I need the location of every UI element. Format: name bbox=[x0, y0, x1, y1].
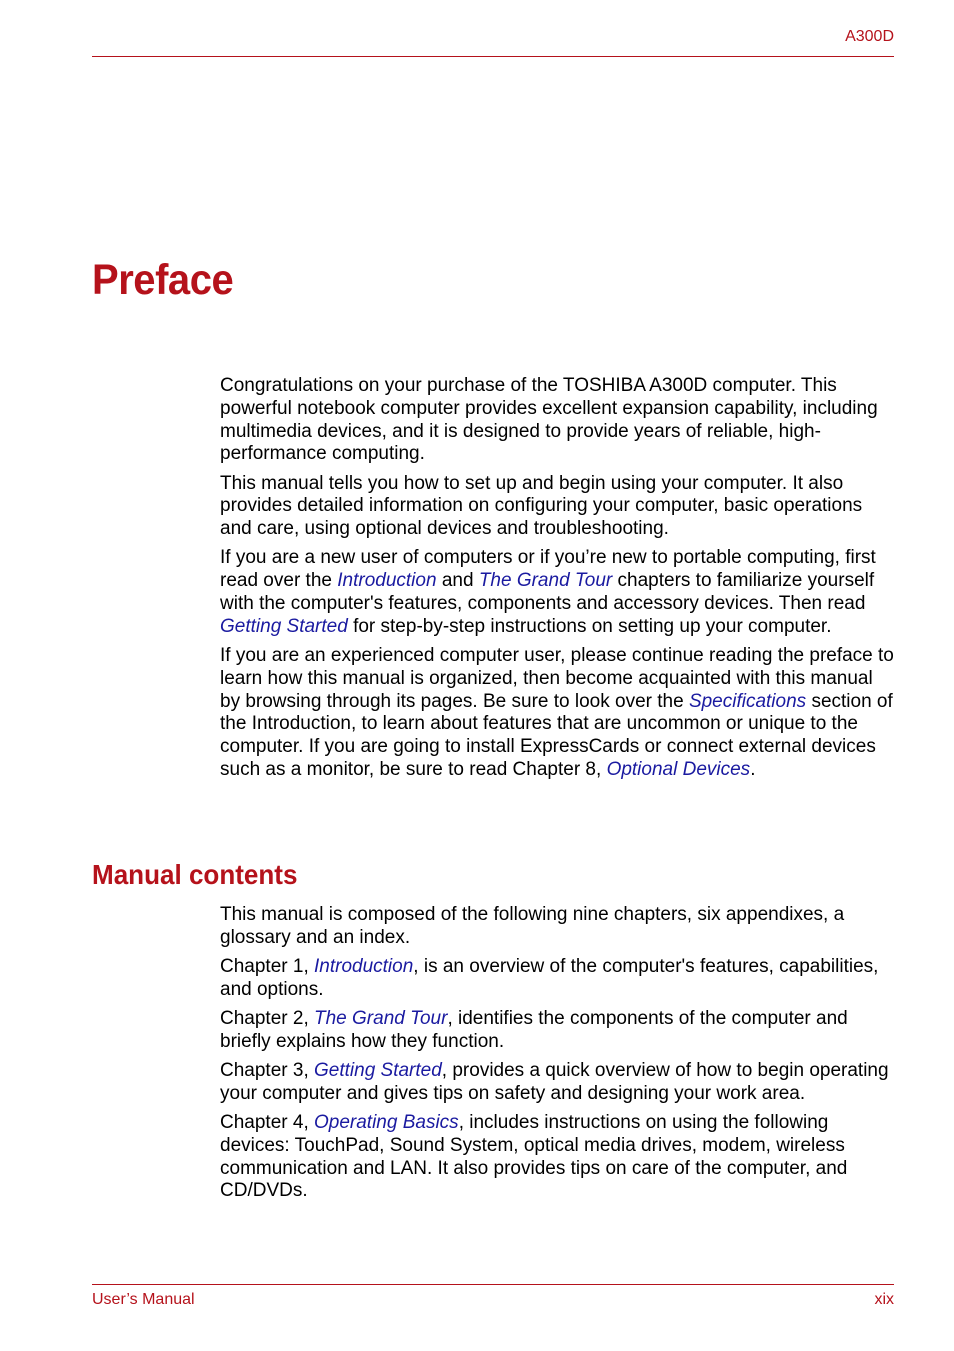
link-specifications[interactable]: Specifications bbox=[688, 690, 807, 712]
text-span: If you are an experienced computer user, please continue reading the preface to learn how this manual is organized, then become acquainted with this manual by browsing through its pages. Be sure to look over the bbox=[220, 644, 894, 712]
text-span: and bbox=[436, 570, 479, 592]
intro-paragraph-1: Congratulations on your purchase of the TOSHIBA A300D computer. This powerful notebook computer provides excellent expansion capability, including multimedia devices, and it is designed to provide years of reliable, high-performance computing. bbox=[220, 375, 878, 465]
text-span: , is an overview of the computer's features, capabilities, and options. bbox=[220, 955, 879, 1000]
text-span: Chapter 4, bbox=[220, 1111, 314, 1133]
text-span: , identifies the components of the computer and briefly explains how they function. bbox=[220, 1007, 848, 1052]
intro-paragraph-3 bbox=[220, 547, 894, 638]
section-title-manual-contents: Manual contents bbox=[92, 859, 298, 890]
page-title: Preface bbox=[92, 256, 234, 304]
page-number: xix bbox=[874, 1291, 894, 1308]
footer-rule bbox=[92, 1284, 894, 1285]
footer-manual-title: User’s Manual bbox=[92, 1291, 195, 1308]
text-span: section of the Introduction, to learn about features that are uncommon or unique to the computer. If you are going to install ExpressCards or connect external devices such as a monitor, be sure to read Chapter 8, bbox=[220, 690, 893, 780]
contents-paragraph-1: This manual is composed of the following nine chapters, six appendixes, a glossary and an index. bbox=[220, 904, 845, 948]
chapter-2-entry bbox=[220, 1008, 894, 1054]
chapter-3-entry bbox=[220, 1060, 894, 1106]
intro-paragraph-4 bbox=[220, 645, 894, 782]
link-introduction[interactable]: Introduction bbox=[337, 570, 437, 592]
manual-contents-section bbox=[220, 904, 894, 1210]
intro-section bbox=[220, 375, 894, 788]
text-span: Chapter 2, bbox=[220, 1007, 314, 1029]
header-rule bbox=[92, 56, 894, 57]
text-span: , includes instructions on using the following devices: TouchPad, Sound System, optical media drives, modem, wireless communication and LAN. It also provides tips on care of the computer, and CD/DVDs. bbox=[220, 1111, 848, 1202]
text-span: chapters to familiarize yourself with the computer's features, components and accessory devices. Then read bbox=[220, 570, 875, 614]
text-span: If you are a new user of computers or if you’re new to portable computing, first read over the bbox=[220, 547, 876, 592]
link-getting-started[interactable]: Getting Started bbox=[220, 615, 348, 637]
link-chapter-2[interactable]: The Grand Tour bbox=[314, 1007, 448, 1029]
text-span: . bbox=[750, 758, 756, 780]
chapter-1-entry bbox=[220, 956, 894, 1002]
intro-paragraph-2: This manual tells you how to set up and begin using your computer. It also provides detailed information on configuring your computer, basic operations and care, using optional devices and troubleshooting. bbox=[220, 472, 863, 540]
header-model-name: A300D bbox=[845, 28, 894, 45]
link-optional-devices[interactable]: Optional Devices bbox=[606, 758, 751, 780]
chapter-4-entry bbox=[220, 1112, 894, 1203]
text-span: , provides a quick overview of how to begin operating your computer and gives tips on safety and designing your work area. bbox=[220, 1059, 889, 1104]
link-chapter-4[interactable]: Operating Basics bbox=[314, 1111, 459, 1133]
text-span: for step-by-step instructions on setting up your computer. bbox=[347, 615, 832, 637]
link-grand-tour[interactable]: The Grand Tour bbox=[478, 570, 613, 592]
link-chapter-1[interactable]: Introduction bbox=[314, 955, 414, 977]
link-chapter-3[interactable]: Getting Started bbox=[314, 1059, 442, 1081]
text-span: Chapter 3, bbox=[220, 1059, 314, 1081]
text-span: Chapter 1, bbox=[220, 955, 314, 977]
